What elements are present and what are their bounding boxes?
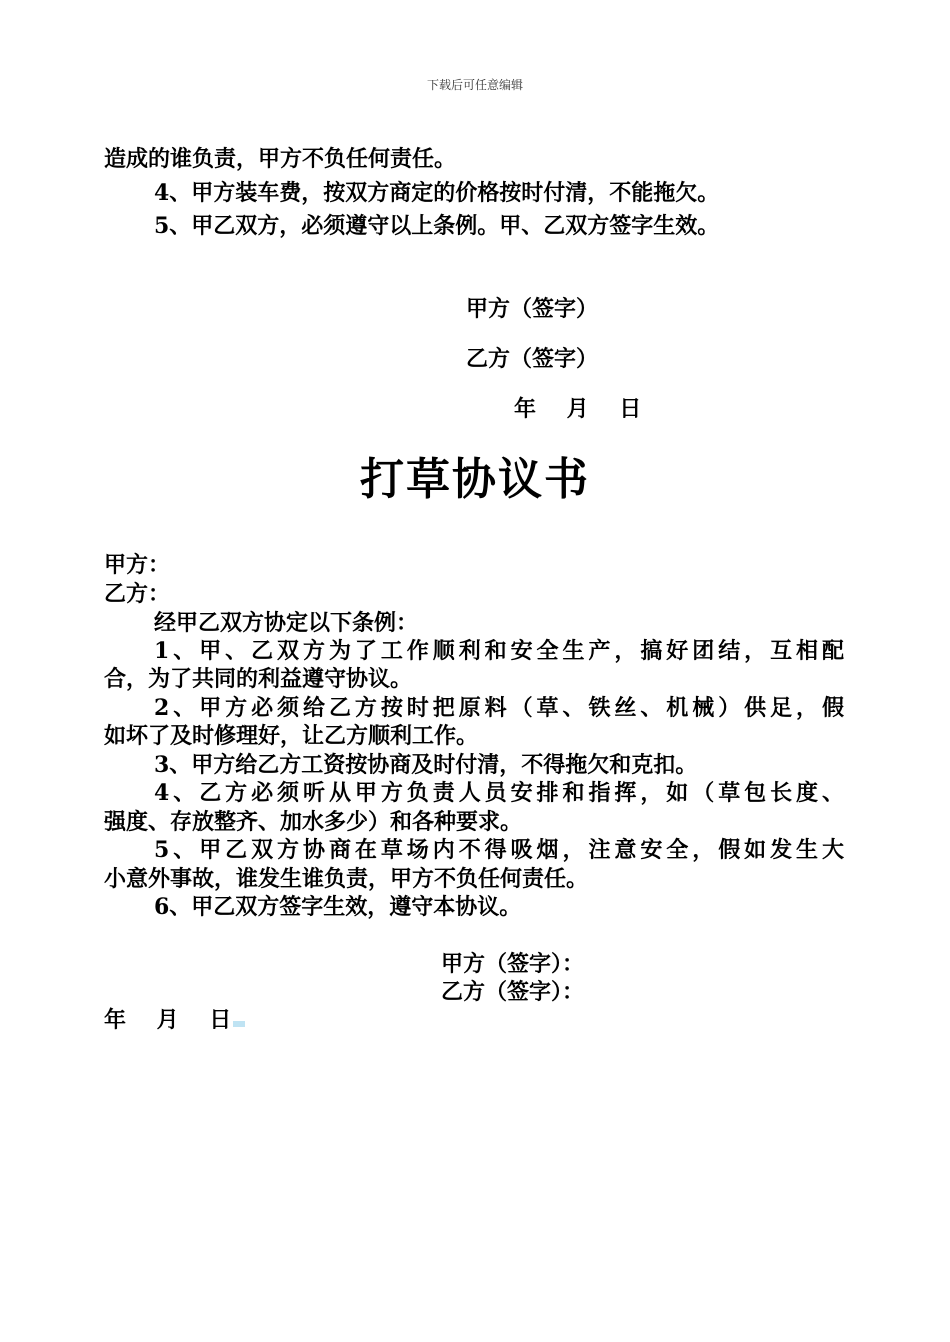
sign-party-b: 乙方（签字）： bbox=[441, 979, 585, 1005]
sign-date-row bbox=[104, 1006, 245, 1034]
prev-sign-party-a: 甲方（签字） bbox=[466, 296, 599, 322]
clause-3-line-1: 3、甲方给乙方工资按协商及时付清，不得拖欠和克扣。 bbox=[154, 752, 698, 778]
clause-4-line-1: 4、乙方必须听从甲方负责人员安排和指挥，如（草包长度、 bbox=[154, 780, 844, 806]
clause-1-line-2: 合，为了共同的利益遵守协议。 bbox=[104, 666, 413, 692]
clause-4-line-2: 强度、存放整齐、加水多少）和各种要求。 bbox=[104, 809, 523, 835]
prev-line-2: 4、甲方装车费，按双方商定的价格按时付清，不能拖欠。 bbox=[154, 180, 720, 206]
clause-5-line-1: 5、甲乙双方协商在草场内不得吸烟，注意安全，假如发生大 bbox=[154, 837, 844, 863]
party-b-label: 乙方： bbox=[104, 581, 171, 607]
text-cursor-marker bbox=[233, 1021, 245, 1027]
clause-6-line-1: 6、甲乙双方签字生效，遵守本协议。 bbox=[154, 894, 522, 920]
clause-1-line-1: 1、甲、乙双方为了工作顺利和安全生产，搞好团结，互相配 bbox=[154, 638, 844, 664]
prev-line-1: 造成的谁负责，甲方不负任何责任。 bbox=[104, 146, 457, 172]
prev-sign-date: 年 月 日 bbox=[514, 396, 642, 422]
agreement-title: 打草协议书 bbox=[360, 454, 590, 505]
sign-date: 年 月 日 bbox=[104, 1007, 232, 1033]
sign-party-a: 甲方（签字）： bbox=[441, 951, 585, 977]
clause-5-line-2: 小意外事故，谁发生谁负责，甲方不负任何责任。 bbox=[104, 866, 589, 892]
header-note: 下载后可任意编辑 bbox=[426, 78, 523, 92]
agreement-intro: 经甲乙双方协定以下条例： bbox=[154, 610, 419, 636]
clause-2-line-2: 如坏了及时修理好，让乙方顺利工作。 bbox=[104, 723, 479, 749]
clause-2-line-1: 2、甲方必须给乙方按时把原料（草、铁丝、机械）供足，假 bbox=[154, 695, 844, 721]
prev-sign-party-b: 乙方（签字） bbox=[466, 346, 599, 372]
prev-line-3: 5、甲乙双方，必须遵守以上条例。甲、乙双方签字生效。 bbox=[154, 213, 720, 239]
party-a-label: 甲方： bbox=[104, 552, 171, 578]
